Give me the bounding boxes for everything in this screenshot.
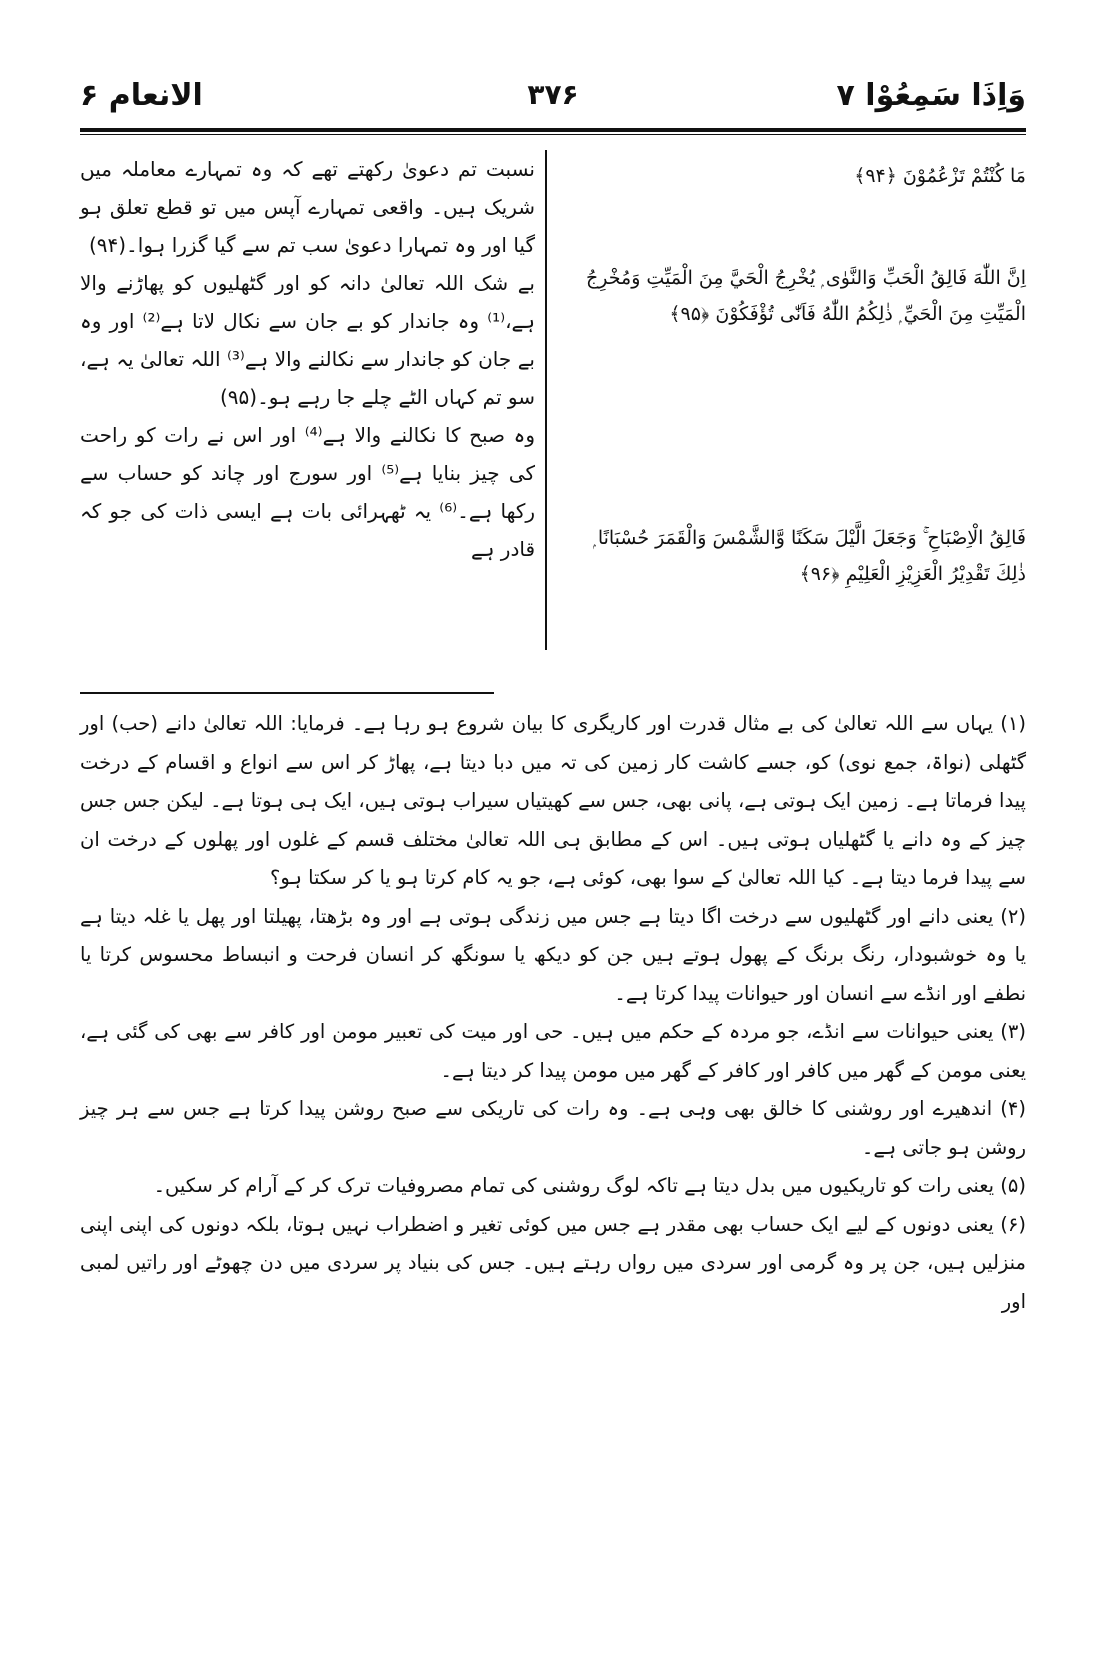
footnote: (۴) اندھیرے اور روشنی کا خالق بھی وہی ہے۔ وہ رات کی تاریکی سے صبح روشن پیدا کرتا ہے جس سے ہر چیز روشن ہو جاتی ہے۔ (80, 1097, 1026, 1159)
header-rule-thin (80, 134, 1026, 135)
column-divider (545, 150, 547, 650)
page-header (80, 70, 1026, 126)
ayah-94: مَا كُنْتُمْ تَزْعُمُوْنَ ﴿۹۴﴾ (854, 165, 1026, 187)
footnote: (۳) یعنی حیوانات سے انڈے، جو مردہ کے حکم میں ہیں۔ حی اور میت کی تعبیر مومن اور کافر سے بھی کی گئی ہے، یعنی مومن کے گھر میں کافر اور کافر کے گھر میں مومن پیدا کر دیتا ہے۔ (80, 1020, 1026, 1082)
footnote: (۲) یعنی دانے اور گٹھلیوں سے درخت اگا دیتا ہے جس میں زندگی ہوتی ہے اور وہ بڑھتا، پھیلتا اور پھل یا غلہ دیتا ہے یا وہ خوشبودار، رنگ برنگ کے پھول ہوتے ہیں جن کو دیکھ یا سونگھ کر انسان فرحت و انبساط محسوس کرتا یا نطفے اور انڈے سے انسان اور حیوانات پیدا کرتا ہے۔ (80, 904, 1026, 1005)
translation-paragraph: نسبت تم دعویٰ رکھتے تھے کہ وہ تمہارے معاملہ میں شریک ہیں۔ واقعی تمہارے آپس میں تو قطع تعلق ہو گیا اور وہ تمہارا دعویٰ سب تم سے گیا گزرا ہوا۔(۹۴) (80, 157, 535, 257)
footnote: (۶) یعنی دونوں کے لیے ایک حساب بھی مقدر ہے جس میں کوئی تغیر و اضطراب نہیں ہوتا، بلکہ دونوں کی اپنی اپنی منزلیں ہیں، جن پر وہ گرمی اور سردی میں رواں رہتے ہیں۔ جس کی بنیاد پر سردی میں دن چھوٹے اور راتیں لمبی اور (80, 1212, 1026, 1313)
header-rule (80, 128, 1026, 132)
arabic-text-column (560, 150, 1026, 670)
footnotes (80, 705, 1026, 1605)
surah-name: الانعام ۶ (80, 78, 203, 113)
page-number: ۳۷۶ (527, 78, 579, 111)
footnote-separator (80, 692, 494, 694)
footnote: (۱) یہاں سے اللہ تعالیٰ کی بے مثال قدرت اور کاریگری کا بیان شروع ہو رہا ہے۔ فرمایا: اللہ تعالیٰ دانے (حب) اور گٹھلی (نواۃ، جمع نوی) کو، جسے کاشت کار زمین کی تہ میں دبا دیتا ہے، پھاڑ کر اس سے انواع و اقسام کے درخت پیدا فرماتا ہے۔ زمین ایک ہوتی ہے، پانی بھی، جس سے کھیتیاں سیراب ہوتی ہیں، ایک ہی ہوتا ہے۔ لیکن جس جس چیز کے وہ دانے یا گٹھلیاں ہوتی ہیں۔ اس کے مطابق ہی اللہ تعالیٰ مختلف قسم کے غلوں اور پھلوں کے درخت ان سے پیدا فرما دیتا ہے۔ کیا اللہ تعالیٰ کے سوا بھی، کوئی ہے، جو یہ کام کرتا ہو یا کر سکتا ہو؟ (80, 712, 1026, 889)
translation-column (80, 150, 535, 670)
footnote: (۵) یعنی رات کو تاریکیوں میں بدل دیتا ہے تاکہ لوگ روشنی کی تمام مصروفیات ترک کر کے آرام کر سکیں۔ (153, 1174, 1026, 1197)
ayah-96: فَالِقُ الْاِصْبَاحِ ۚ وَجَعَلَ الَّيْلَ سَكَنًا وَّالشَّمْسَ وَالْقَمَرَ حُسْبَانًا ۭ ذٰلِكَ تَقْدِيْرُ الْعَزِيْزِ الْعَلِيْمِ ﴿۹۶﴾ (593, 527, 1026, 585)
translation-paragraph: وہ صبح کا نکالنے والا ہے⁽⁴⁾ اور اس نے رات کو راحت کی چیز بنایا ہے⁽⁵⁾ اور سورج اور چاند کو حساب سے رکھا ہے۔⁽⁶⁾ یہ ٹھہرائی بات ہے ایسی ذات کی جو کہ قادر ہے (80, 423, 535, 561)
ayah-95: اِنَّ اللّٰهَ فَالِقُ الْحَبِّ وَالنَّوٰى ۭ يُخْرِجُ الْحَيَّ مِنَ الْمَيِّتِ وَمُخْرِجُ الْمَيِّتِ مِنَ الْحَيِّ ۭ ذٰلِكُمُ اللّٰهُ فَاَنّٰى تُؤْفَكُوْنَ ﴿۹۵﴾ (586, 267, 1026, 325)
para-name: وَاِذَا سَمِعُوْا ۷ (836, 78, 1026, 113)
translation-paragraph: بے شک اللہ تعالیٰ دانہ کو اور گٹھلیوں کو پھاڑنے والا ہے،⁽¹⁾ وہ جاندار کو بے جان سے نکال لاتا ہے⁽²⁾ اور وہ بے جان کو جاندار سے نکالنے والا ہے⁽³⁾ اللہ تعالیٰ یہ ہے، سو تم کہاں الٹے چلے جا رہے ہو۔(۹۵) (80, 271, 535, 409)
